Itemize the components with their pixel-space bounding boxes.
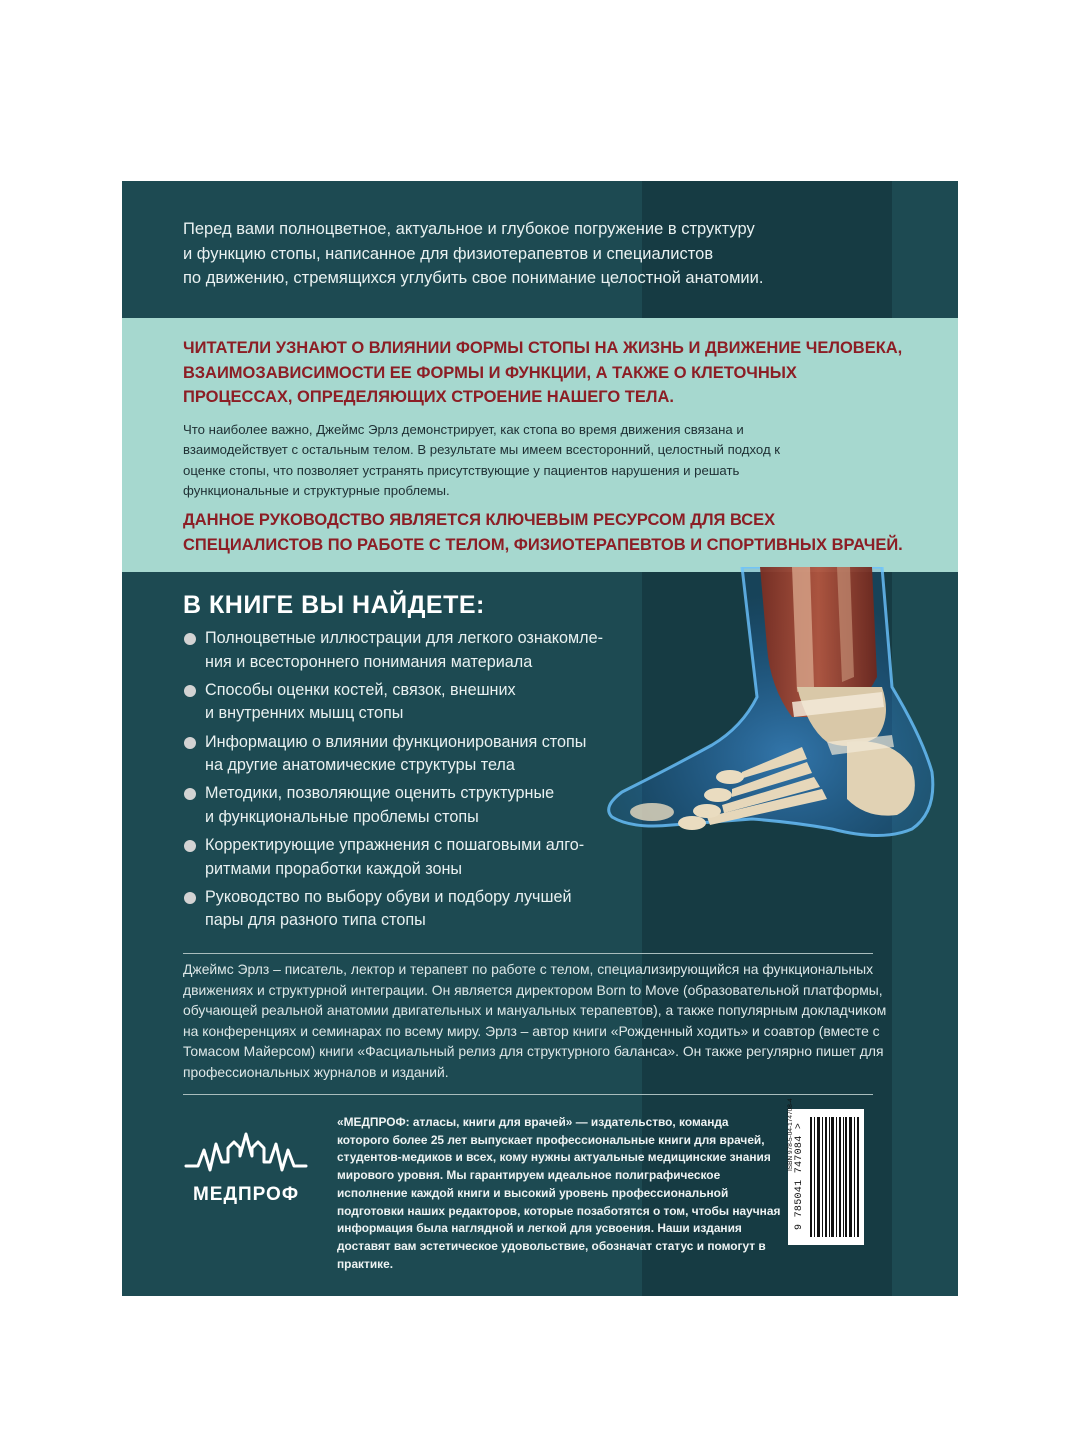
divider-bottom <box>183 1094 873 1095</box>
medprof-skyline-icon <box>184 1126 308 1182</box>
intro-paragraph <box>183 217 883 291</box>
book-back-cover <box>122 181 958 1296</box>
highlight-caps-2: ДАННОЕ РУКОВОДСТВО ЯВЛЯЕТСЯ КЛЮЧЕВЫМ РЕСУРСОМ ДЛЯ ВСЕХ СПЕЦИАЛИСТОВ ПО РАБОТЕ С ТЕЛОМ, ФИЗИОТЕРАПЕВТОВ И СПОРТИВНЫХ ВРАЧЕЙ. <box>183 511 903 554</box>
bullet-dot-icon <box>184 788 196 800</box>
list-item-line: ния и всестороннего понимания материала <box>205 652 533 671</box>
list-item <box>183 627 623 679</box>
intro-line: и функцию стопы, написанное для физиотерапевтов и специалистов <box>183 244 714 263</box>
logo-text: МЕДПРОФ <box>192 1184 300 1205</box>
bullet-dot-icon <box>184 633 196 645</box>
bullet-dot-icon <box>184 892 196 904</box>
list-item-line: пары для разного типа стопы <box>205 911 426 930</box>
list-item-line: Руководство по выбору обуви и подбору лучшей <box>205 887 572 906</box>
barcode-digits: 9 785041 747084 > <box>794 1122 805 1230</box>
list-item-line: Полноцветные иллюстрации для легкого ознакомле- <box>205 629 603 647</box>
publisher-description: «МЕДПРОФ: атласы, книги для врачей» — издательство, команда которого более 25 лет выпускает профессиональные книги для врачей, студентов-медиков и всех, кому нужны актуальные медицинские знания мирового уровня. Мы гарантируем идеальное полиграфическое исполнение каждой книги и высокий уровень профессиональной подготовки наших редакторов, которые позаботятся о том, чтобы научная информация была наглядной и легкой для усвоения. Наши издания доставят вам эстетическое удовольствие, обозначат статус и помогут в практике. <box>337 1115 781 1271</box>
list-item-line: ритмами проработки каждой зоны <box>205 859 463 878</box>
isbn-barcode <box>787 1098 864 1245</box>
list-item-line: Информацию о влиянии функционирования стопы <box>205 732 587 751</box>
list-item-line: Способы оценки костей, связок, внешних <box>205 680 516 699</box>
highlight-body: Что наиболее важно, Джеймс Эрлз демонстрирует, как стопа во время движения связана и взаимодействует с остальным телом. В результате мы имеем всесторонний, целостный подход к оценке стопы, что позволяет устранять присутствующие у пациентов нарушения и решать функциональные и структурные проблемы. <box>183 422 781 498</box>
bullet-dot-icon <box>184 840 196 852</box>
list-item <box>183 886 623 938</box>
highlight-caps-1: ЧИТАТЕЛИ УЗНАЮТ О ВЛИЯНИИ ФОРМЫ СТОПЫ НА ЖИЗНЬ И ДВИЖЕНИЕ ЧЕЛОВЕКА, ВЗАИМОЗАВИСИМОСТИ ЕЕ ФОРМЫ И ФУНКЦИИ, А ТАКЖЕ О КЛЕТОЧНЫХ ПРОЦЕССАХ, ОПРЕДЕЛЯЮЩИХ СТРОЕНИЕ НАШЕГО ТЕЛА. <box>183 339 903 406</box>
medprof-logo <box>184 1126 308 1216</box>
foot-anatomy-illustration <box>592 567 958 852</box>
list-item-line: Методики, позволяющие оценить структурные <box>205 784 555 803</box>
list-item-line: Корректирующие упражнения с пошаговыми алго- <box>205 836 585 855</box>
find-list <box>183 627 623 938</box>
list-item-line: и внутренних мышц стопы <box>205 704 404 723</box>
isbn-text: ISBN 978-5-04-174708-4 <box>787 1098 794 1171</box>
highlight-panel <box>122 318 958 572</box>
intro-line: по движению, стремящихся углубить свое понимание целостной анатомии. <box>183 269 764 287</box>
find-section-title: В КНИГЕ ВЫ НАЙДЕТЕ: <box>183 591 485 619</box>
list-item <box>183 731 623 783</box>
author-bio: Джеймс Эрлз – писатель, лектор и терапевт по работе с телом, специализирующийся на функциональных движениях и структурной интеграции. Он является директором Born to Move (образовательной платформы, обучающей реальной анатомии двигательных и мануальных терапевтов), а также популярным докладчиком на конференциях и семинарах по всему миру. Эрлз – автор книги «Рожденный ходить» и соавтор (вместе с Томасом Майерсом) книги «Фасциальный релиз для структурного баланса». Он также регулярно пишет для профессиональных журналов и изданий. <box>183 961 887 1080</box>
divider-top <box>183 953 873 954</box>
list-item <box>183 834 623 886</box>
list-item-line: и функциональные проблемы стопы <box>205 807 479 826</box>
list-item-line: на другие анатомические структуры тела <box>205 756 515 775</box>
bullet-dot-icon <box>184 737 196 749</box>
list-item <box>183 679 623 731</box>
bullet-dot-icon <box>184 685 196 697</box>
intro-line: Перед вами полноцветное, актуальное и глубокое погружение в структуру <box>183 220 755 238</box>
list-item <box>183 782 623 834</box>
